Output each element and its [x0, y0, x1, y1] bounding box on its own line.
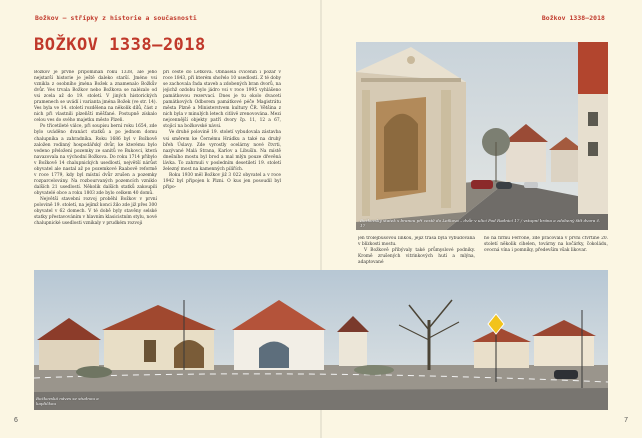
- running-header-left: Božkov – střípky z historie a současnosti: [35, 14, 197, 22]
- paragraph: při cestě do Letkova. Obnášela cvičenin i požár v roce 1843, při kterém shořelo 10 usedlostí. Z té doby se zachovala řada staveb a zdobených bran dvorů, na jejichž ozdobu bylo jádro vsi v roce 1995 vyhlášeno památkovou rezervací. Dnes je tu okolo dvaceti památkových Odborem památkové péče Magistrátu města Plzně a Ministerstvem kultury ČR. Většina z nich byla v minulých letech citlivě zrenovována. Mezi nejcennější objekty patří dvory čp. 11, 12 a 67, stojící na božkovské návsi.: [163, 70, 281, 130]
- article-title: BOŽKOV 1338–2018: [34, 35, 206, 55]
- paragraph: V Božkově přibývaly také průmyslové podniky. Kromě zrušených vitrinkových hutí a mlýna, adaptované: [358, 248, 475, 266]
- farmstead-gate-photo: [356, 42, 608, 230]
- text-column-1: [34, 70, 157, 264]
- paragraph: Největší stavební rozvoj proběhl Božkov v první polovině 19. století, na jejímž konci žilo zde již přes 300 obyvatel v 62 domech. V té době byly stavěny selské statky přestavováním v hlavním klasicistním stylu, nové chalupnické usedlosti vznikaly v prudkém rozvoji: [34, 196, 157, 227]
- text-column-3: [358, 236, 475, 266]
- running-header-right: Božkov 1338–2018: [541, 14, 605, 22]
- paragraph: ho na firmu Ferrone, zde pracovala v první čtvrtině 20. století několik cihelen, továrny na kočárky, čokoládu, ovocná vína i pomníky, především však likovar.: [484, 236, 608, 254]
- paragraph: Ve druhé polovině 19. století vybudovala zástavba vsi směrem ke Černému Hrádku a také na druhý břeh Úslavy. Zde vyrostly ocelárny nové čtvrti, nazývané Malá Strana, Karlov a Libušín. Na místě dnešního mostu byl brod a mal mlýn pouze dřevěná lávka. To zahrnuli v posledním desetiletí 19. století železný most na kamenných pilířích.: [163, 130, 281, 172]
- text-column-4: [484, 236, 608, 266]
- page-number-right: 7: [624, 417, 628, 424]
- paragraph: Božkov je prvně připomínán roku 1338, ale jeho nejstarší historie je ještě daleko starší. Jméno vsi vznikla z osobního jména Božek a znamenalo Božkův dvůr. Ves trvala Božkov nebo Božkova se nalézalo od vsi zcela až do 19. století. V jiných historických pramenech se uvádí i varianta jména Božek (ve str. 14). Ves byla ve 14. století rozdělena na několik dílů, část z nich při vlastnili plzeňští měšťané. Postupně získalo celou ves do svého majetku město Plzeň.: [34, 70, 157, 124]
- paragraph: Roku 1930 měl Božkov již 3 022 obyvatel a v roce 1942 byl připojen k Plzni. O kus jen posoudil byl připo-: [163, 172, 281, 190]
- village-square-panorama-photo: [34, 270, 608, 410]
- top-photo-caption: Božkovský statek s branou při cestě do Letkova – dvůr v ulici Pod Radnicí 17 / vstupní brána a zdobený štít dvora č. 17: [360, 218, 601, 228]
- text-column-2: [163, 70, 281, 264]
- paragraph: jen trolejbusovou linkou, jejíž trasa byla vybudována v blízkosti mostu.: [358, 236, 475, 248]
- paragraph: Po třicetileté válce, při soupisu berní roku 1654, zde bylo uváděno dvanáct statků a po jednom domu chalupníka a zahradníka. Roku 1686 byl v Božkově založen rodinný hospodářský dvůr, ke kterému bylo vedeno přeložení pozemky ze sanitů ve Bukovci, která navazovala na východní Božkova. Do roku 1714 přibylo v Božkově 14 chalupnických usedlostí, největší nárůst obyvatel ale nastal až po pozemkové Raabově reformě v roce 1779, kdy byl místní dvůr zrušen a pozemky rozparcelovány. Na rozbourvaných pozemcích vzniklo dalších 21 usedlostí. Několik dalších statků zakoupili obyvatelé obce a roku 1803 zde bylo celkem 40 domů.: [34, 124, 157, 196]
- page-number-left: 6: [14, 417, 18, 424]
- bottom-photo-caption: Božkovská náves se studnou a kapličkou: [36, 396, 99, 406]
